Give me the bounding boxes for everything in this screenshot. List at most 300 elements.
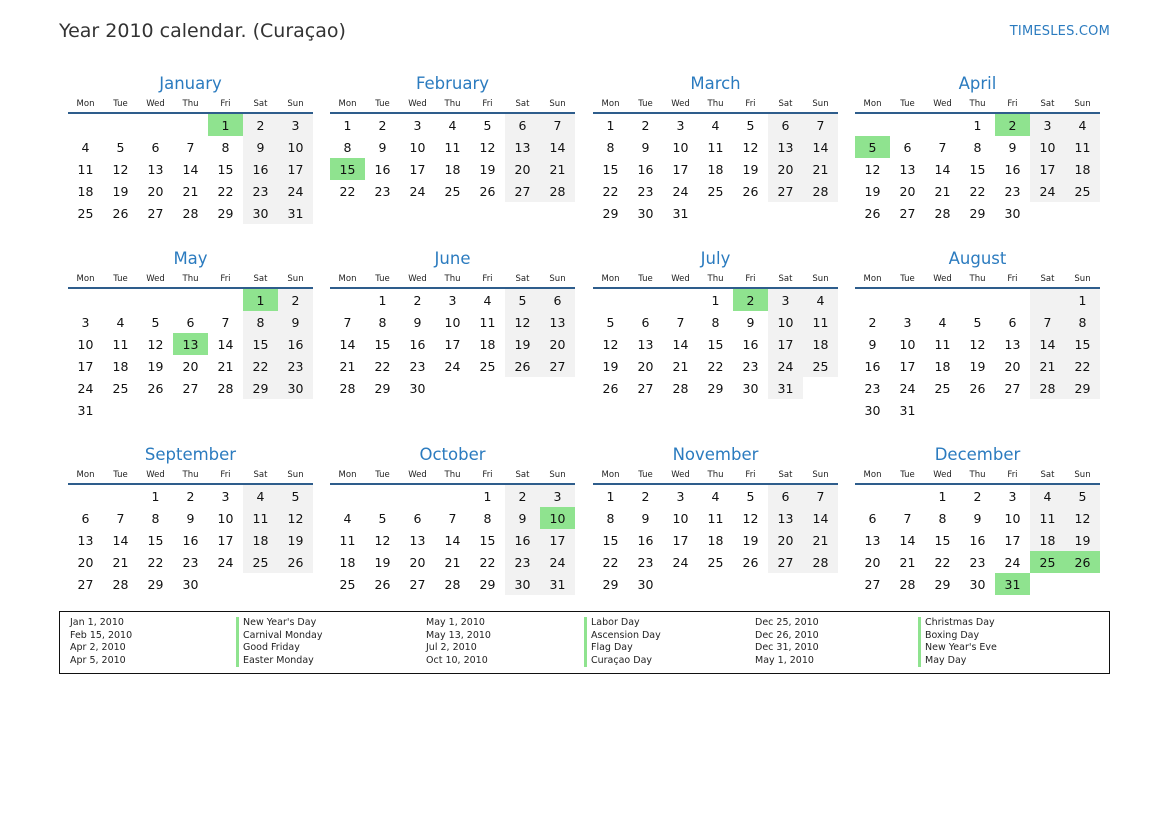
day-cell: 8 — [483, 510, 492, 526]
day-cell: 16 — [637, 532, 654, 548]
empty-cell — [173, 399, 208, 421]
day-cell: 21 — [1030, 355, 1065, 377]
week-row — [330, 551, 575, 573]
day-cell: 6 — [81, 510, 90, 526]
day-cell: 5 — [505, 288, 540, 311]
day-cell: 3 — [81, 314, 90, 330]
day-cell: 17 — [217, 532, 234, 548]
day-cell: 2 — [641, 488, 650, 504]
day-cell: 29 — [217, 205, 234, 221]
day-cell: 13 — [173, 333, 208, 355]
day-cell: 18 — [339, 554, 356, 570]
day-cell: 13 — [147, 161, 164, 177]
day-cell: 16 — [243, 158, 278, 180]
day-cell: 2 — [243, 113, 278, 136]
day-cell: 28 — [672, 380, 689, 396]
day-cell: 20 — [147, 183, 164, 199]
weekday-header: Tue — [890, 466, 925, 484]
day-cell: 28 — [112, 576, 129, 592]
day-cell: 27 — [147, 205, 164, 221]
day-cell: 20 — [505, 158, 540, 180]
holiday-name: Christmas Day — [918, 617, 997, 630]
empty-cell — [208, 399, 243, 421]
holiday-name: New Year's Day — [236, 617, 322, 630]
weekday-header: Thu — [698, 466, 733, 484]
week-row — [855, 484, 1100, 507]
day-cell: 5 — [278, 484, 313, 507]
day-cell: 14 — [112, 532, 129, 548]
day-cell: 28 — [182, 205, 199, 221]
weekday-header: Fri — [470, 270, 505, 288]
day-cell: 15 — [602, 532, 619, 548]
month-table — [330, 95, 575, 202]
day-cell: 10 — [1030, 136, 1065, 158]
day-cell: 18 — [112, 358, 129, 374]
day-cell: 5 — [378, 510, 387, 526]
day-cell: 19 — [112, 183, 129, 199]
week-row — [68, 333, 313, 355]
day-cell: 30 — [1004, 205, 1021, 221]
day-cell: 7 — [1030, 311, 1065, 333]
weekday-header: Sun — [1065, 466, 1100, 484]
week-row — [593, 158, 838, 180]
day-cell: 4 — [711, 488, 720, 504]
day-cell: 6 — [1008, 314, 1017, 330]
month-name: November — [672, 445, 759, 464]
day-cell: 5 — [973, 314, 982, 330]
day-cell: 2 — [186, 488, 195, 504]
week-row — [330, 484, 575, 507]
day-cell: 16 — [637, 161, 654, 177]
day-cell: 18 — [479, 336, 496, 352]
day-cell: 21 — [672, 358, 689, 374]
day-cell: 9 — [186, 510, 195, 526]
day-cell: 27 — [637, 380, 654, 396]
week-row — [855, 288, 1100, 311]
empty-cell — [698, 202, 733, 224]
week-row — [68, 529, 313, 551]
day-cell: 22 — [602, 554, 619, 570]
day-cell: 3 — [676, 117, 685, 133]
day-cell: 19 — [147, 358, 164, 374]
week-row — [593, 333, 838, 355]
weekday-header: Fri — [995, 270, 1030, 288]
day-cell: 13 — [505, 136, 540, 158]
weekday-header: Fri — [733, 270, 768, 288]
empty-cell — [768, 202, 803, 224]
day-cell: 28 — [339, 380, 356, 396]
day-cell: 9 — [278, 311, 313, 333]
day-cell: 1 — [938, 488, 947, 504]
weekday-header: Sat — [768, 270, 803, 288]
day-cell: 20 — [540, 333, 575, 355]
day-cell: 29 — [1065, 377, 1100, 399]
month-may — [68, 248, 313, 421]
holiday-date: Jan 1, 2010 — [70, 617, 124, 628]
week-row — [330, 136, 575, 158]
day-cell: 2 — [413, 292, 422, 308]
day-cell: 21 — [803, 158, 838, 180]
day-cell: 4 — [711, 117, 720, 133]
weekday-header: Tue — [103, 466, 138, 484]
holiday-name: Carnival Monday — [236, 630, 322, 643]
weekday-header: Tue — [890, 95, 925, 113]
day-cell: 20 — [77, 554, 94, 570]
empty-cell — [855, 288, 890, 311]
day-cell: 17 — [1030, 158, 1065, 180]
day-cell: 5 — [483, 117, 492, 133]
day-cell: 2 — [641, 117, 650, 133]
weekday-header: Fri — [733, 466, 768, 484]
day-cell: 8 — [243, 311, 278, 333]
day-cell: 16 — [969, 532, 986, 548]
week-row — [593, 311, 838, 333]
day-cell: 18 — [803, 333, 838, 355]
day-cell: 25 — [1030, 551, 1065, 573]
empty-cell — [890, 484, 925, 507]
day-cell: 25 — [112, 380, 129, 396]
day-cell: 14 — [540, 136, 575, 158]
day-cell: 19 — [742, 161, 759, 177]
day-cell: 11 — [1065, 136, 1100, 158]
month-table — [68, 95, 313, 224]
day-cell: 9 — [641, 139, 650, 155]
weekday-header: Thu — [960, 466, 995, 484]
weekday-header: Sun — [803, 95, 838, 113]
day-cell: 5 — [746, 117, 755, 133]
week-row — [330, 311, 575, 333]
day-cell: 23 — [637, 554, 654, 570]
empty-cell — [103, 113, 138, 136]
month-june — [330, 248, 575, 399]
holiday-date: May 13, 2010 — [426, 629, 491, 641]
day-cell: 22 — [969, 183, 986, 199]
day-cell: 18 — [77, 183, 94, 199]
weekday-header: Sat — [243, 95, 278, 113]
day-cell: 2 — [505, 484, 540, 507]
day-cell: 23 — [278, 355, 313, 377]
day-cell: 21 — [217, 358, 234, 374]
week-row — [855, 136, 1100, 158]
empty-cell — [505, 377, 540, 399]
weekday-header: Tue — [365, 95, 400, 113]
weekday-header: Wed — [925, 95, 960, 113]
week-row — [593, 180, 838, 202]
empty-cell — [925, 113, 960, 136]
day-cell: 22 — [602, 183, 619, 199]
weekday-header: Sun — [540, 95, 575, 113]
holiday-date: May 1, 2010 — [755, 654, 814, 666]
month-table — [68, 466, 313, 595]
day-cell: 26 — [742, 183, 759, 199]
day-cell: 15 — [602, 161, 619, 177]
week-row — [855, 180, 1100, 202]
weekday-header: Wed — [138, 95, 173, 113]
weekday-header: Sun — [540, 466, 575, 484]
weekday-header: Thu — [698, 270, 733, 288]
day-cell: 17 — [540, 529, 575, 551]
day-cell: 23 — [969, 554, 986, 570]
weekday-header: Tue — [628, 95, 663, 113]
day-cell: 14 — [1030, 333, 1065, 355]
day-cell: 17 — [899, 358, 916, 374]
weekday-header: Tue — [103, 95, 138, 113]
day-cell: 4 — [938, 314, 947, 330]
day-cell: 3 — [221, 488, 230, 504]
day-cell: 22 — [1065, 355, 1100, 377]
day-cell: 20 — [768, 158, 803, 180]
empty-cell — [995, 399, 1030, 421]
day-cell: 23 — [864, 380, 881, 396]
month-november — [593, 444, 838, 595]
day-cell: 17 — [278, 158, 313, 180]
day-cell: 7 — [803, 484, 838, 507]
day-cell: 16 — [278, 333, 313, 355]
empty-cell — [960, 288, 995, 311]
empty-cell — [1030, 202, 1065, 224]
week-row — [330, 158, 575, 180]
month-february — [330, 73, 575, 202]
day-cell: 3 — [278, 113, 313, 136]
weekday-header: Thu — [435, 270, 470, 288]
day-cell: 12 — [864, 161, 881, 177]
empty-cell — [243, 573, 278, 595]
day-cell: 26 — [969, 380, 986, 396]
day-cell: 28 — [1030, 377, 1065, 399]
day-cell: 6 — [903, 139, 912, 155]
week-row — [68, 507, 313, 529]
day-cell: 18 — [1030, 529, 1065, 551]
weekday-header: Mon — [855, 95, 890, 113]
month-january — [68, 73, 313, 224]
site-brand-link[interactable]: TIMESLES.COM — [1009, 24, 1110, 39]
empty-cell — [855, 113, 890, 136]
day-cell: 20 — [1004, 358, 1021, 374]
day-cell: 26 — [602, 380, 619, 396]
day-cell: 23 — [505, 551, 540, 573]
empty-cell — [925, 399, 960, 421]
day-cell: 23 — [409, 358, 426, 374]
day-cell: 23 — [637, 183, 654, 199]
weekday-header: Mon — [330, 270, 365, 288]
day-cell: 28 — [803, 180, 838, 202]
empty-cell — [628, 288, 663, 311]
day-cell: 15 — [479, 532, 496, 548]
holiday-date: Oct 10, 2010 — [426, 654, 488, 666]
day-cell: 26 — [742, 554, 759, 570]
weekday-header: Thu — [173, 270, 208, 288]
week-row — [330, 355, 575, 377]
empty-cell — [330, 484, 365, 507]
empty-cell — [698, 573, 733, 595]
day-cell: 7 — [676, 314, 685, 330]
day-cell: 23 — [1004, 183, 1021, 199]
page-title: Year 2010 calendar. (Curaçao) — [59, 20, 346, 42]
day-cell: 12 — [479, 139, 496, 155]
month-name: September — [144, 445, 237, 464]
day-cell: 5 — [1065, 484, 1100, 507]
weekday-header: Sat — [243, 270, 278, 288]
week-row — [68, 202, 313, 224]
weekday-header: Sun — [1065, 95, 1100, 113]
empty-cell — [803, 202, 838, 224]
day-cell: 13 — [409, 532, 426, 548]
day-cell: 7 — [343, 314, 352, 330]
weekday-header: Thu — [698, 95, 733, 113]
day-cell: 14 — [803, 136, 838, 158]
day-cell: 19 — [602, 358, 619, 374]
month-name: July — [700, 249, 731, 268]
day-cell: 8 — [151, 510, 160, 526]
empty-cell — [1030, 573, 1065, 595]
day-cell: 9 — [973, 510, 982, 526]
day-cell: 8 — [711, 314, 720, 330]
day-cell: 10 — [278, 136, 313, 158]
day-cell: 18 — [1065, 158, 1100, 180]
day-cell: 30 — [864, 402, 881, 418]
day-cell: 15 — [934, 532, 951, 548]
day-cell: 6 — [186, 314, 195, 330]
weekday-header: Wed — [663, 466, 698, 484]
day-cell: 14 — [339, 336, 356, 352]
day-cell: 4 — [243, 484, 278, 507]
day-cell: 30 — [182, 576, 199, 592]
empty-cell — [855, 484, 890, 507]
day-cell: 15 — [1065, 333, 1100, 355]
week-row — [855, 311, 1100, 333]
holiday-name: Curaçao Day — [584, 655, 661, 668]
holiday-name: Easter Monday — [236, 655, 322, 668]
weekday-header: Fri — [470, 95, 505, 113]
day-cell: 11 — [707, 510, 724, 526]
day-cell: 9 — [505, 507, 540, 529]
holiday-name: Labor Day — [584, 617, 661, 630]
day-cell: 27 — [77, 576, 94, 592]
day-cell: 7 — [221, 314, 230, 330]
day-cell: 14 — [444, 532, 461, 548]
day-cell: 14 — [803, 507, 838, 529]
day-cell: 23 — [182, 554, 199, 570]
day-cell: 12 — [112, 161, 129, 177]
day-cell: 3 — [903, 314, 912, 330]
month-name: December — [934, 445, 1021, 464]
empty-cell — [890, 113, 925, 136]
day-cell: 1 — [243, 288, 278, 311]
day-cell: 13 — [637, 336, 654, 352]
day-cell: 7 — [540, 113, 575, 136]
day-cell: 18 — [444, 161, 461, 177]
day-cell: 28 — [934, 205, 951, 221]
day-cell: 22 — [339, 183, 356, 199]
empty-cell — [1065, 202, 1100, 224]
day-cell: 29 — [374, 380, 391, 396]
weekday-header: Fri — [995, 95, 1030, 113]
day-cell: 24 — [409, 183, 426, 199]
day-cell: 27 — [899, 205, 916, 221]
day-cell: 10 — [409, 139, 426, 155]
week-row — [68, 158, 313, 180]
month-july — [593, 248, 838, 399]
day-cell: 16 — [505, 529, 540, 551]
day-cell: 24 — [672, 183, 689, 199]
day-cell: 17 — [1004, 532, 1021, 548]
month-name: August — [948, 249, 1007, 268]
day-cell: 21 — [540, 158, 575, 180]
week-row — [593, 484, 838, 507]
day-cell: 3 — [1030, 113, 1065, 136]
day-cell: 7 — [938, 139, 947, 155]
day-cell: 30 — [969, 576, 986, 592]
day-cell: 4 — [448, 117, 457, 133]
month-april — [855, 73, 1100, 224]
day-cell: 23 — [742, 358, 759, 374]
empty-cell — [1030, 288, 1065, 311]
day-cell: 8 — [938, 510, 947, 526]
month-name: February — [415, 74, 490, 93]
day-cell: 12 — [742, 139, 759, 155]
empty-cell — [733, 202, 768, 224]
day-cell: 4 — [803, 288, 838, 311]
holiday-date: Dec 25, 2010 — [755, 617, 819, 628]
day-cell: 15 — [147, 532, 164, 548]
weekday-header: Tue — [890, 270, 925, 288]
weekday-header: Wed — [400, 95, 435, 113]
day-cell: 1 — [378, 292, 387, 308]
day-cell: 19 — [374, 554, 391, 570]
day-cell: 13 — [864, 532, 881, 548]
day-cell: 13 — [540, 311, 575, 333]
weekday-header: Sat — [768, 95, 803, 113]
day-cell: 26 — [112, 205, 129, 221]
day-cell: 16 — [182, 532, 199, 548]
weekday-header: Thu — [173, 95, 208, 113]
day-cell: 13 — [77, 532, 94, 548]
day-cell: 16 — [409, 336, 426, 352]
week-row — [593, 529, 838, 551]
day-cell: 24 — [540, 551, 575, 573]
holiday-date: May 1, 2010 — [426, 617, 485, 628]
weekday-header: Sat — [1030, 270, 1065, 288]
day-cell: 3 — [540, 484, 575, 507]
day-cell: 5 — [855, 136, 890, 158]
week-row — [330, 507, 575, 529]
day-cell: 11 — [243, 507, 278, 529]
week-row — [68, 573, 313, 595]
day-cell: 6 — [768, 484, 803, 507]
empty-cell — [400, 484, 435, 507]
weekday-header: Fri — [470, 466, 505, 484]
day-cell: 1 — [1065, 288, 1100, 311]
holiday-name: New Year's Eve — [918, 642, 997, 655]
day-cell: 22 — [707, 358, 724, 374]
empty-cell — [890, 288, 925, 311]
week-row — [855, 377, 1100, 399]
day-cell: 10 — [672, 510, 689, 526]
day-cell: 17 — [672, 532, 689, 548]
weekday-header: Fri — [208, 95, 243, 113]
weekday-header: Mon — [330, 95, 365, 113]
weekday-header: Tue — [365, 466, 400, 484]
day-cell: 25 — [444, 183, 461, 199]
week-row — [68, 377, 313, 399]
day-cell: 30 — [409, 380, 426, 396]
empty-cell — [1065, 399, 1100, 421]
day-cell: 8 — [1065, 311, 1100, 333]
day-cell: 8 — [606, 139, 615, 155]
weekday-header: Sun — [278, 95, 313, 113]
day-cell: 26 — [278, 551, 313, 573]
empty-cell — [435, 377, 470, 399]
